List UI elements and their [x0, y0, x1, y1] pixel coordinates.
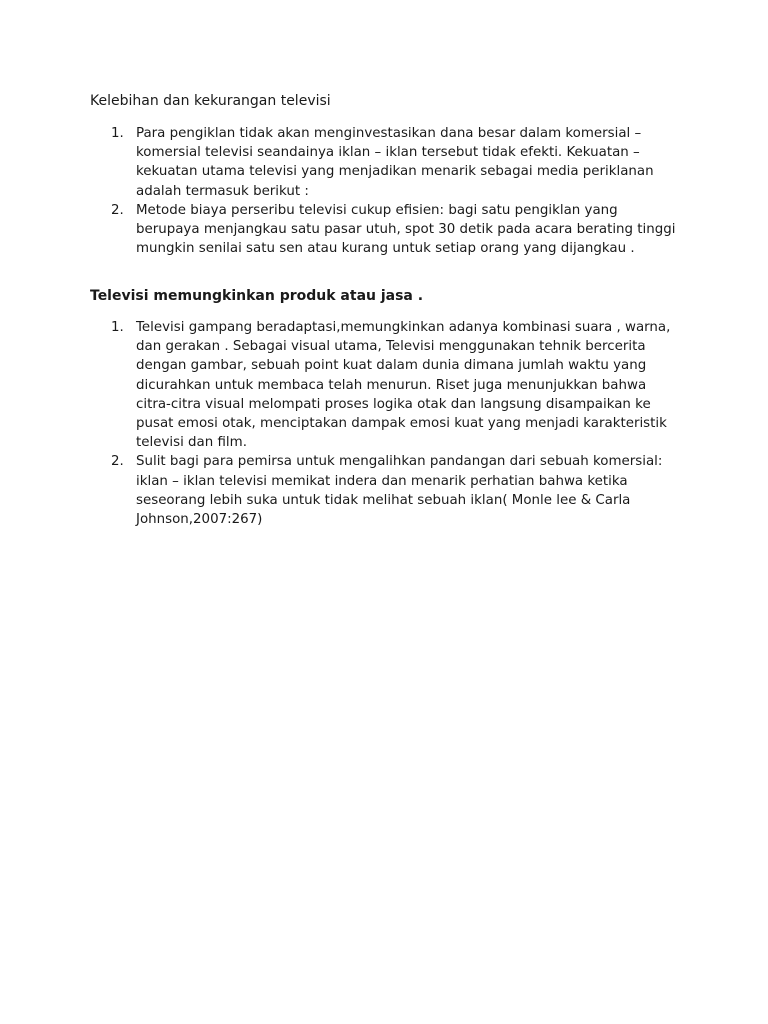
list-item [0, 201, 681, 259]
list-item [0, 318, 681, 452]
list-item-number: 2. [111, 454, 124, 470]
document-title: Kelebihan dan kekurangan televisi [90, 93, 331, 109]
list-item-text: Televisi gampang beradaptasi,memungkinkan adanya kombinasi suara , warna, dan gerakan . Sebagai visual utama, Televisi menggunakan tehnik bercerita dengan gambar, sebuah point kuat dalam dunia dimana jumlah waktu yang dicurahkan untuk membaca telah menurun. Riset juga menunjukkan bahwa citra-citra visual melompati proses logika otak dan langsung disampaikan ke pusat emosi otak, menciptakan dampak emosi kuat yang menjadi karakteristik televisi dan film. [136, 320, 671, 451]
section-heading: Televisi memungkinkan produk atau jasa . [90, 288, 424, 304]
list-item [0, 452, 681, 529]
list-item [0, 124, 681, 201]
list-item-number: 1. [111, 320, 124, 335]
list-item-text: Metode biaya perseribu televisi cukup efisien: bagi satu pengiklan yang berupaya menjangkau satu pasar utuh, spot 30 detik pada acara berating tinggi mungkin senilai satu sen atau kurang untuk setiap orang yang dijangkau . [136, 202, 676, 257]
list-item-text: Para pengiklan tidak akan menginvestasikan dana besar dalam komersial – komersial televisi seandainya iklan – iklan tersebut tidak efekti. Kekuatan – kekuatan utama televisi yang menjadikan menarik sebagai media periklanan adalah termasuk berikut : [136, 126, 654, 199]
list-item-text: Sulit bagi para pemirsa untuk mengalihkan pandangan dari sebuah komersial: iklan – iklan televisi memikat indera dan menarik perhatian bahwa ketika seseorang lebih suka untuk tidak melihat sebuah iklan( Monle lee & Carla Johnson,2007:267) [136, 454, 663, 528]
list-item-number: 2. [111, 202, 124, 218]
numbered-list-2 [0, 318, 768, 529]
numbered-list-1 [0, 124, 768, 258]
list-item-number: 1. [111, 126, 124, 141]
